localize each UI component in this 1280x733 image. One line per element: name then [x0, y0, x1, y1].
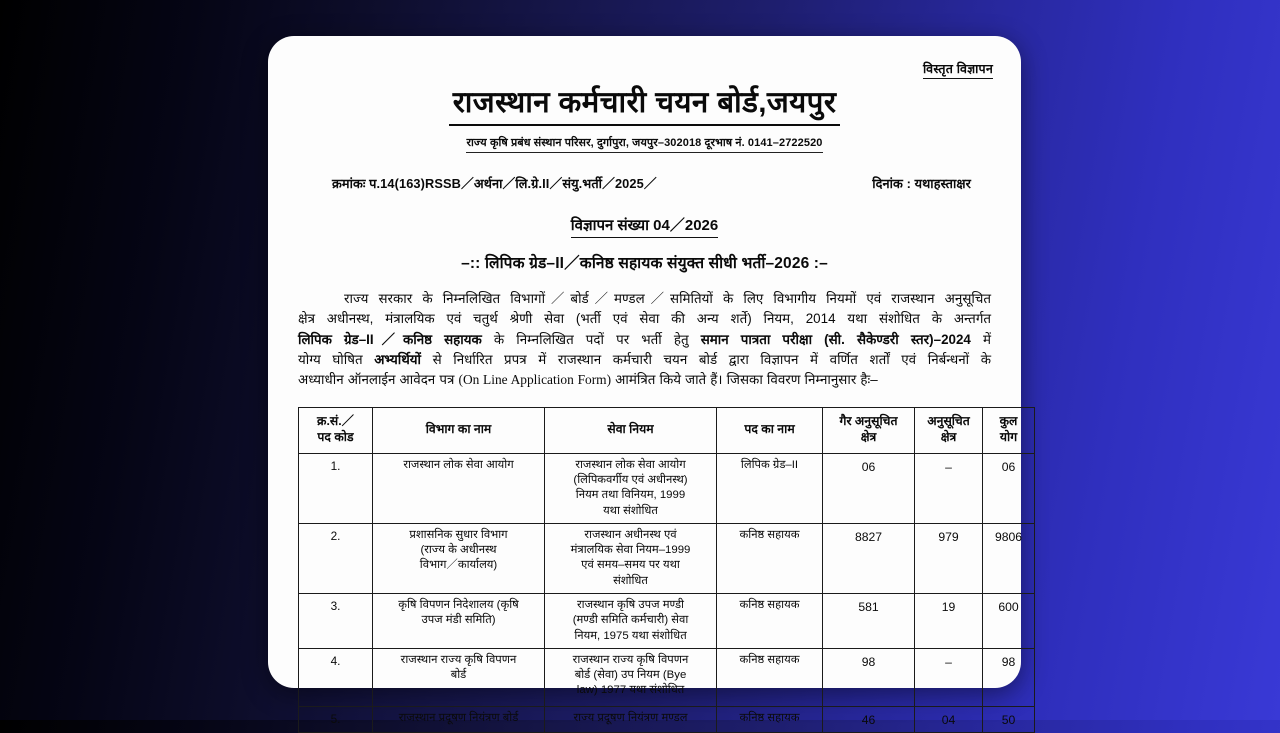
intro-paragraph	[296, 289, 993, 391]
cell-scheduled-area: 979	[915, 523, 983, 593]
cell-department-line3: विभाग／कार्यालय)	[419, 559, 498, 572]
cell-department	[373, 648, 545, 706]
reference-number: क्रमांकः प.14(163)RSSB／अर्थना／लि.ग्रे.II／संयु.भर्ती／2025／	[332, 175, 657, 191]
cell-scheduled-area: –	[915, 648, 983, 706]
table-row	[299, 706, 1035, 732]
cell-post-name: कनिष्ठ सहायक	[717, 706, 823, 732]
detailed-advertisement-label: विस्तृत विज्ञापन	[923, 60, 993, 79]
cell-serial-number: 2.	[299, 523, 373, 593]
document-page-card	[268, 36, 1023, 727]
cell-service-rule-line3: law) 1977 यथा संशोधित	[576, 684, 685, 697]
organisation-address: राज्य कृषि प्रबंध संस्थान परिसर, दुर्गापुरा, जयपुर–302018 दूरभाष नं. 0141–2722520	[466, 135, 822, 153]
advertisement-subtitle: –:: लिपिक ग्रेड–II／कनिष्ठ सहायक संयुक्त सीधी भर्ती–2026 :–	[461, 254, 828, 272]
column-header-scheduled-area	[915, 407, 983, 453]
cell-department	[373, 593, 545, 648]
cell-service-rule-line2: (मण्डी समिति कर्मचारी) सेवा	[572, 614, 689, 627]
cell-service-rule	[545, 453, 717, 523]
paragraph-bold-candidates: अभ्यर्थियों	[374, 352, 422, 367]
cell-total: 50	[983, 706, 1035, 732]
cell-service-rule-line2: (लिपिकवर्गीय एवं अधीनस्थ)	[573, 473, 688, 486]
cell-non-scheduled-area: 06	[823, 453, 915, 523]
column-header-total-line1: कुल	[999, 413, 1018, 428]
vacancy-table-head	[299, 407, 1035, 453]
cell-service-rule-line1: राजस्थान कृषि उपज मण्डी	[576, 598, 685, 611]
column-header-total-line2: योग	[999, 430, 1018, 445]
cell-total: 98	[983, 648, 1035, 706]
online-application-form-text: (On Line Application Form)	[458, 372, 612, 388]
cell-non-scheduled-area: 8827	[823, 523, 915, 593]
organisation-address-row	[296, 133, 993, 153]
paragraph-line-3-end: में	[970, 331, 991, 347]
cell-service-rule	[545, 648, 717, 706]
cell-service-rule-line1: राजस्थान लोक सेवा आयोग	[575, 458, 686, 471]
table-row	[299, 453, 1035, 523]
table-row	[299, 523, 1035, 593]
cell-service-rule-line1: राजस्थान अधीनस्थ एवं	[584, 528, 677, 541]
cell-service-rule	[545, 523, 717, 593]
cell-serial-number: 3.	[299, 593, 373, 648]
paragraph-bold-exam-name: समान पात्रता परीक्षा (सी. सैकेण्डरी स्तर)–2024	[700, 331, 971, 347]
vacancy-table	[298, 407, 1035, 733]
paragraph-line-5	[298, 370, 991, 390]
detailed-advertisement-label-row	[296, 60, 993, 79]
cell-total: 600	[983, 593, 1035, 648]
cell-post-name: लिपिक ग्रेड–II	[717, 453, 823, 523]
table-row	[299, 648, 1035, 706]
cell-service-rule-line3: नियम, 1975 यथा संशोधित	[574, 629, 687, 642]
column-header-department: विभाग का नाम	[373, 407, 545, 453]
cell-department	[373, 523, 545, 593]
paragraph-line-4-b: से निर्धारित प्रपत्र में राजस्थान कर्मचारी चयन बोर्ड द्वारा विज्ञापन में वर्णित शर्तों एवं निर्बन्धनों के	[421, 352, 991, 367]
vacancy-table-body	[299, 453, 1035, 732]
page-title: राजस्थान कर्मचारी चयन बोर्ड,जयपुर	[449, 85, 841, 126]
cell-service-rule-line1: राजस्थान राज्य कृषि विपणन	[572, 653, 689, 666]
column-header-serial-number-line2: पद कोड	[317, 430, 354, 445]
cell-scheduled-area: 19	[915, 593, 983, 648]
table-header-row	[299, 407, 1035, 453]
cell-total: 9806	[983, 523, 1035, 593]
column-header-post-name: पद का नाम	[717, 407, 823, 453]
paragraph-line-4-a: योग्य घोषित	[298, 352, 375, 367]
cell-service-rule-line2: बोर्ड (सेवा) उप नियम (Bye	[574, 669, 687, 682]
paragraph-line-5-b: आमंत्रित किये जाते हैं। जिसका विवरण निम्नानुसार हैः–	[611, 372, 878, 388]
cell-serial-number: 5.	[299, 706, 373, 732]
reference-date-row	[296, 173, 993, 192]
organisation-title-row	[296, 83, 993, 126]
advertisement-number: विज्ञापन संख्या 04／2026	[571, 214, 718, 238]
paragraph-line-4	[298, 350, 991, 370]
column-header-non-scheduled-area-line1: गैर अनुसूचित	[839, 413, 898, 428]
cell-department-line1: प्रशासनिक सुधार विभाग	[409, 528, 508, 541]
cell-department-line1: कृषि विपणन निदेशालय (कृषि	[398, 598, 519, 611]
column-header-scheduled-area-line1: अनुसूचित	[927, 413, 970, 428]
cell-department-line2: उपज मंडी समिति)	[421, 614, 496, 627]
cell-service-rule-line4: संशोधित	[613, 574, 648, 587]
paragraph-line-2: क्षेत्र अधीनस्थ, मंत्रालयिक एवं चतुर्थ श्रेणी सेवा (भर्ती एवं सेवा की अन्य शर्ते) नियम, 2014 यथा संशोधित के अन्तर्गत	[298, 311, 991, 327]
cell-department: राजस्थान लोक सेवा आयोग	[373, 453, 545, 523]
cell-serial-number: 1.	[299, 453, 373, 523]
cell-post-name: कनिष्ठ सहायक	[717, 523, 823, 593]
column-header-non-scheduled-area	[823, 407, 915, 453]
paragraph-bold-post-name: लिपिक ग्रेड–II／कनिष्ठ सहायक	[298, 331, 482, 347]
cell-service-rule-line2: मंत्रालयिक सेवा नियम–1999	[570, 544, 691, 557]
column-header-total	[983, 407, 1035, 453]
cell-service-rule-line3: नियम तथा विनियम, 1999	[575, 489, 686, 502]
cell-post-name: कनिष्ठ सहायक	[717, 593, 823, 648]
advertisement-number-row	[296, 214, 993, 238]
cell-service-rule: राज्य प्रदूषण नियंत्रण मण्डल	[545, 706, 717, 732]
cell-non-scheduled-area: 581	[823, 593, 915, 648]
document-sheet	[268, 36, 1021, 733]
cell-scheduled-area: –	[915, 453, 983, 523]
cell-service-rule-line4: यथा संशोधित	[603, 504, 658, 517]
cell-post-name: कनिष्ठ सहायक	[717, 648, 823, 706]
cell-department-line1: राजस्थान राज्य कृषि विपणन	[400, 653, 517, 666]
paragraph-line-5-a: अध्याधीन ऑनलाईन आवेदन पत्र	[298, 372, 459, 388]
cell-department-line2: बोर्ड	[450, 669, 467, 682]
paragraph-line-1	[298, 289, 991, 309]
paragraph-line-3	[298, 330, 991, 350]
table-row	[299, 593, 1035, 648]
cell-serial-number: 4.	[299, 648, 373, 706]
column-header-serial-number	[299, 407, 373, 453]
column-header-serial-number-line1: क्र.सं.／	[317, 413, 354, 428]
cell-department: राजस्थान प्रदूषण नियंत्रण बोर्ड	[373, 706, 545, 732]
cell-service-rule-line3: एवं समय–समय पर यथा	[581, 559, 680, 572]
column-header-service-rule: सेवा नियम	[545, 407, 717, 453]
cell-service-rule	[545, 593, 717, 648]
column-header-non-scheduled-area-line2: क्षेत्र	[860, 430, 877, 445]
paragraph-line-1-text: राज्य सरकार के निम्नलिखित विभागों／बोर्ड／मण्डल／समितियों के लिए विभागीय नियमों एवं राजस्थान अनुसूचित	[344, 290, 991, 306]
column-header-scheduled-area-line2: क्षेत्र	[940, 430, 957, 445]
cell-total: 06	[983, 453, 1035, 523]
cell-scheduled-area: 04	[915, 706, 983, 732]
cell-non-scheduled-area: 46	[823, 706, 915, 732]
cell-non-scheduled-area: 98	[823, 648, 915, 706]
paragraph-line-3-mid: के निम्नलिखित पदों पर भर्ती हेतु	[481, 331, 701, 347]
date-line: दिनांक : यथाहस्ताक्षर	[872, 175, 971, 191]
cell-department-line2: (राज्य के अधीनस्थ	[420, 544, 497, 557]
